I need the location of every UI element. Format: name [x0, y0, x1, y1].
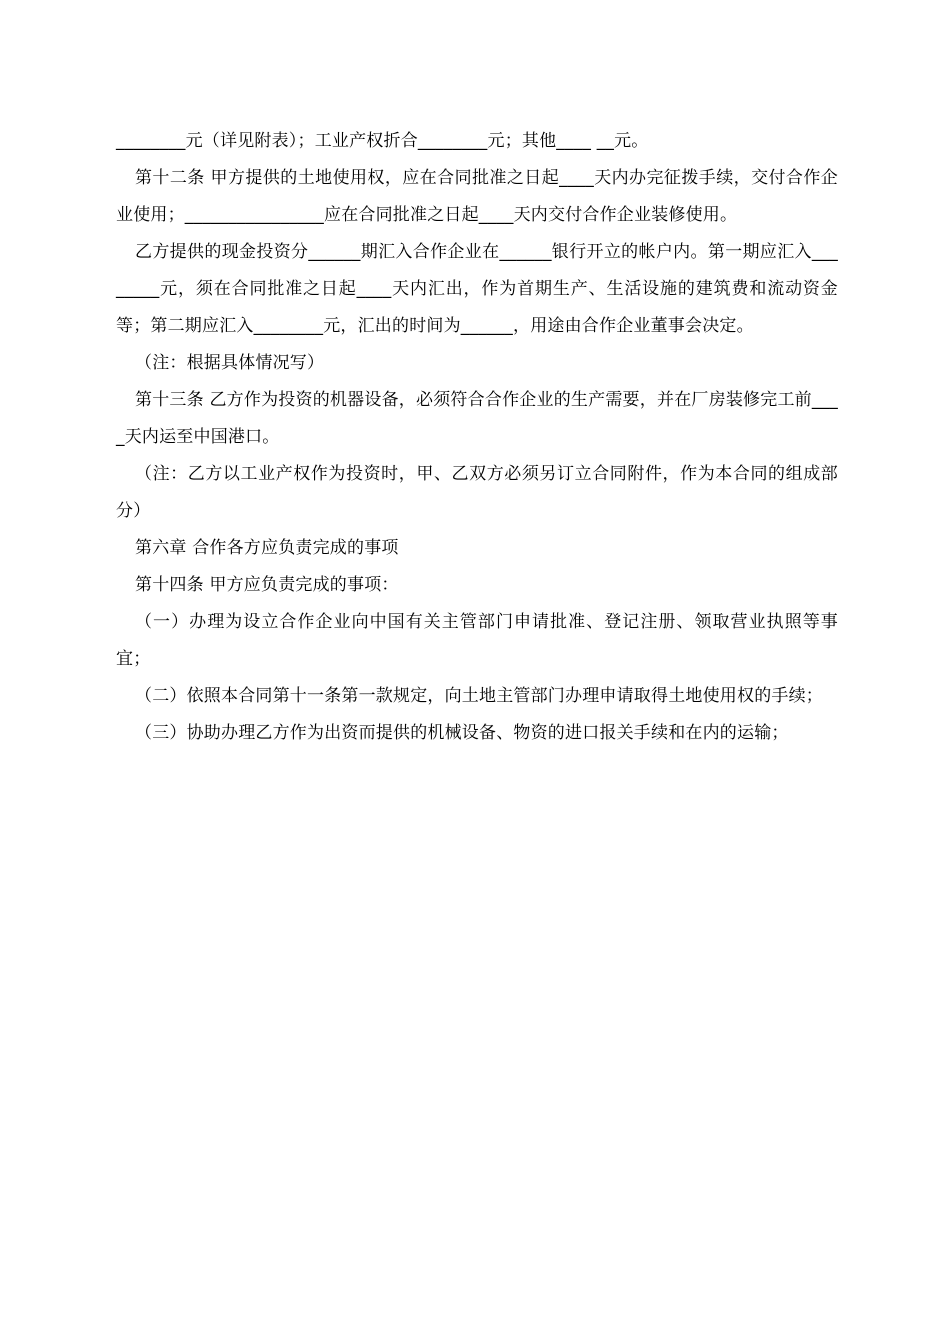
chapter-heading-6: 第六章 合作各方应负责完成的事项 — [135, 538, 399, 558]
document-body — [116, 123, 838, 752]
paragraph-note-2: （注：乙方以工业产权作为投资时，甲、乙双方必须另订立合同附件，作为本合同的组成部分） — [116, 464, 838, 521]
paragraph-article-14: 第十四条 甲方应负责完成的事项： — [135, 575, 399, 595]
paragraph-note-1: （注：根据具体情况写） — [135, 353, 325, 373]
list-item-2: （二）依照本合同第十一条第一款规定，向土地主管部门办理申请取得土地使用权的手续； — [135, 686, 823, 706]
list-item-3: （三）协助办理乙方作为出资而提供的机械设备、物资的进口报关手续和在内的运输； — [135, 723, 789, 743]
paragraph-article-12: 第十二条 甲方提供的土地使用权，应在合同批准之日起____天内办完征拨手续，交付合作企业使用；________________应在合同批准之日起____天内交付合作企业装修使用。 — [116, 168, 838, 225]
list-item-1: （一）办理为设立合作企业向中国有关主管部门申请批准、登记注册、领取营业执照等事宜； — [116, 612, 838, 669]
paragraph-continuation: ________元（详见附表）；工业产权折合________元；其他____ __元。 — [116, 131, 649, 151]
paragraph-cash-investment: 乙方提供的现金投资分______期汇入合作企业在______银行开立的帐户内。第一期应汇入________元，须在合同批准之日起____天内汇出，作为首期生产、生活设施的建筑费和流动资金等；第二期应汇入________元，汇出的时间为______，用途由合作企业董事会决定。 — [116, 242, 838, 336]
paragraph-article-13: 第十三条 乙方作为投资的机器设备，必须符合合作企业的生产需要，并在厂房装修完工前____天内运至中国港口。 — [116, 390, 838, 447]
